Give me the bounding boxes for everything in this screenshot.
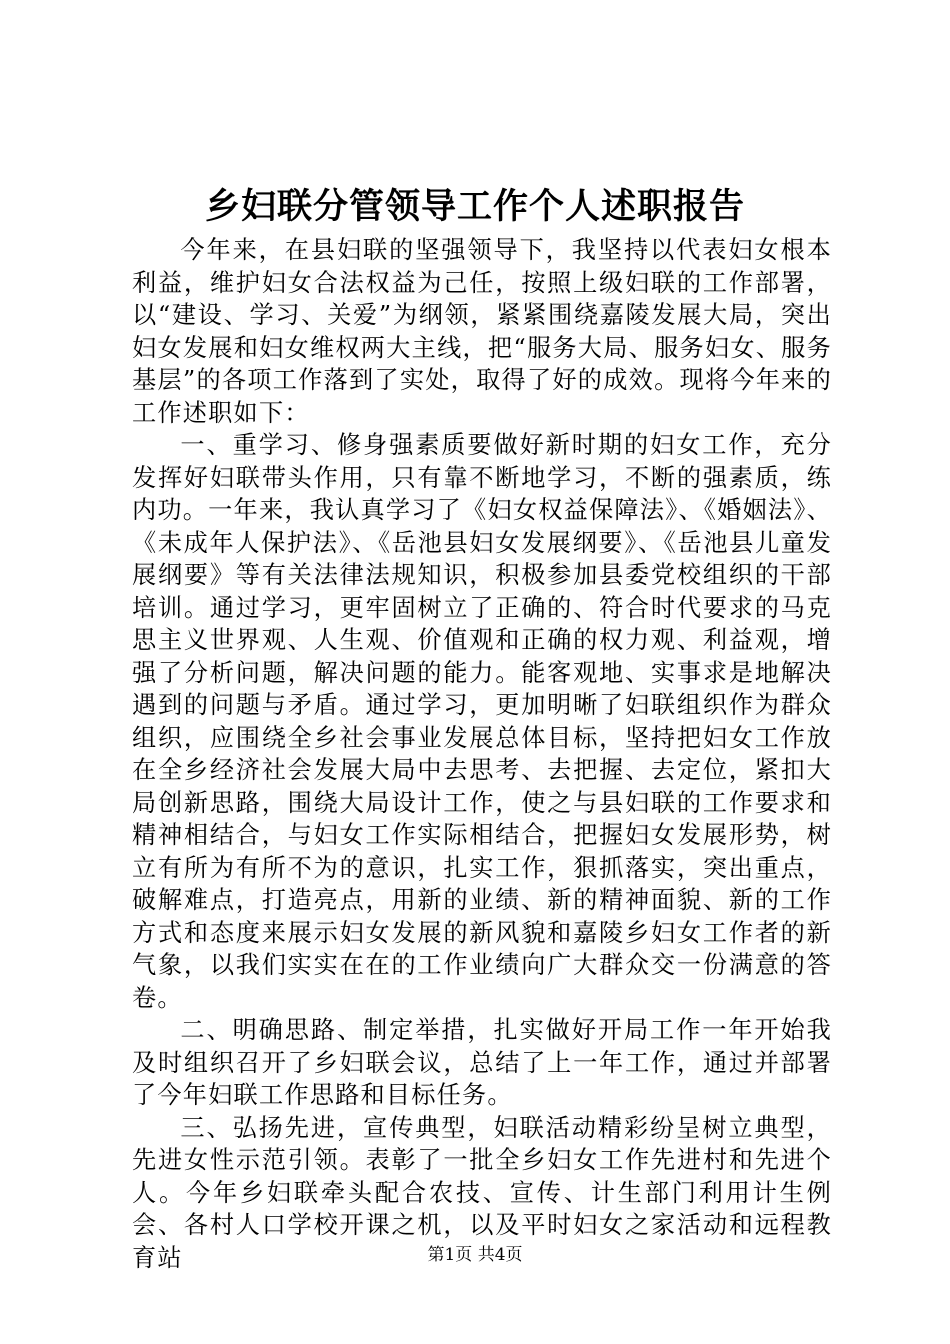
paragraph-section-1: 一、重学习、修身强素质要做好新时期的妇女工作，充分发挥好妇联带头作用，只有靠不断地学习，不断的强素质，练内功。一年来，我认真学习了《妇女权益保障法》、《婚姻法》、《未成年人保护法》、《岳池县妇女发展纲要》、《岳池县儿童发展纲要》等有关法律法规知识，积极参加县委党校组织的干部培训。通过学习，更牢固树立了正确的、符合时代要求的马克思主义世界观、人生观、价值观和正确的权力观、利益观，增强了分析问题，解决问题的能力。能客观地、实事求是地解决遇到的问题与矛盾。通过学习，更加明晰了妇联组织作为群众组织，应围绕全乡社会事业发展总体目标，坚持把妇女工作放在全乡经济社会发展大局中去思考、去把握、去定位，紧扣大局创新思路，围绕大局设计工作，使之与县妇联的工作要求和精神相结合，与妇女工作实际相结合，把握妇女发展形势，树立有所为有所不为的意识，扎实工作，狠抓落实，突出重点，破解难点，打造亮点，用新的业绩、新的精神面貌、新的工作方式和态度来展示妇女发展的新风貌和嘉陵乡妇女工作者的新气象，以我们实实在在的工作业绩向广大群众交一份满意的答卷。 — [132, 431, 832, 1012]
paragraph-section-3: 三、弘扬先进，宣传典型，妇联活动精彩纷呈树立典型，先进女性示范引领。表彰了一批全乡妇女工作先进村和先进个人。今年乡妇联牵头配合农技、宣传、计生部门利用计生例会、各村人口学校开课之机，以及平时妇女之家活动和远程教育站 — [132, 1113, 832, 1272]
document-body — [132, 234, 832, 1274]
document-title: 乡妇联分管领导工作个人述职报告 — [204, 187, 745, 227]
paragraph-section-2: 二、明确思路、制定举措，扎实做好开局工作一年开始我及时组织召开了乡妇联会议，总结了上一年工作，通过并部署了今年妇联工作思路和目标任务。 — [132, 1016, 832, 1109]
page-number-footer: 第1页 共4页 — [427, 1245, 523, 1265]
paragraph-intro: 今年来，在县妇联的坚强领导下，我坚持以代表妇女根本利益，维护妇女合法权益为己任，按照上级妇联的工作部署，以“建设、学习、关爱”为纲领，紧紧围绕嘉陵发展大局，突出妇女发展和妇女维权两大主线，把“服务大局、服务妇女、服务基层”的各项工作落到了实处，取得了好的成效。现将今年来的工作述职如下： — [132, 236, 832, 427]
